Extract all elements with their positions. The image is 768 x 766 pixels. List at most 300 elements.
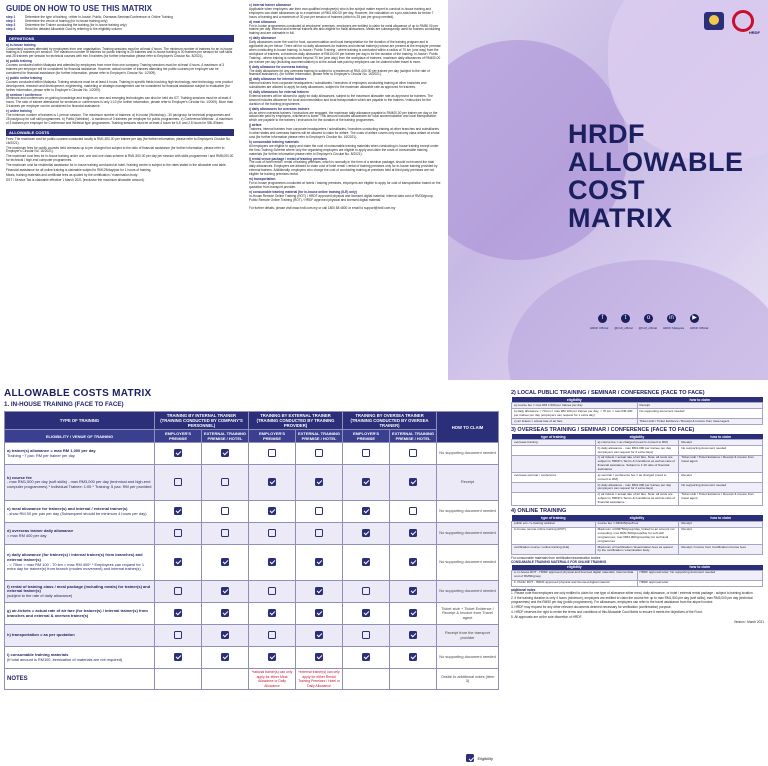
allowance-note <box>249 124 441 140</box>
eligibility-check-cell <box>155 545 202 581</box>
step-number: step 2 <box>6 18 16 23</box>
table-cell: Maximum of RM750/group/day, limited to an amount not exceeding: max RM1,500/group/day for soft skill programmes; max RM3,000/group/day for technical programmes <box>595 527 679 544</box>
local-public-table <box>511 397 763 425</box>
check-box-icon <box>409 507 417 515</box>
eligibility-check-cell <box>249 501 296 523</box>
eligibility-title: a) trainer(s) allowance = max RM 1,000 per day <box>7 447 96 453</box>
allowable-item: The maximum cost fees for in-house training under one, one and one class scheme is RM1,500.00 per day per session with skills programmes / and RM8,000.00 for technical / high-end computer programmes. <box>6 154 234 163</box>
step-row <box>6 28 234 32</box>
check-box-icon <box>315 449 323 457</box>
social-label: @hrdf_official <box>614 326 633 330</box>
cover-title <box>568 120 748 232</box>
eligibility-check-cell <box>296 443 343 465</box>
claim-cell: No supporting document needed <box>437 523 499 545</box>
cover-title-line: COST MATRIX <box>568 175 673 233</box>
table-header: type of training <box>512 515 596 521</box>
allowance-note-text: External trainers will be allowed to apply for daily allowances, subject to the maximum allowable rate as approved for trainees. The amount includes allowance for local accommodation and local transportation which are payable to the trainers / instructors for the duration of the training programmes. <box>249 93 433 106</box>
eligibility-title: b) course fee <box>7 474 32 480</box>
check-box-icon <box>315 558 323 566</box>
eligibility-check-cell <box>202 581 249 603</box>
eligibility-detail: - max RM1,500 per day (soft skills) - max RM3,000 per day (technical and high-end computer programmes) * Individual Trainee: 1:05 * Training: 5 pax: RM per provided <box>7 479 152 489</box>
check-box-icon <box>315 529 323 537</box>
allowance-note-text: Applicable when employers use their own qualified employee(s) who is the subject matter expert to conduct in-house training and employers can claim allowances up to a maximum of RM1,500.00 per day. However, the calculation on a pro-rata basis for below 7 hours of training and a maximum of 30 pax per session of trainees (which is 25 pax per group needed). <box>249 6 434 19</box>
in-house-matrix-table <box>4 411 499 690</box>
eligibility-title: d) overseas trainer daily allowance <box>7 527 74 533</box>
definition-item <box>6 44 234 60</box>
allowance-note-term: h) daily allowances for external trainers <box>249 90 309 95</box>
allowance-note-text: Trainees, internal trainers from corporate headquarters / subsidiaries / branches conducting training at other branches and subsidiaries in other states and overseas trainers will be allowed to claim for airfare. The costs of airfare covers only economy class airfare at a total cost (for further information please refer to Employer's Circular No. 16/2021). <box>249 127 440 139</box>
social-label: @hrdf_official <box>638 326 657 330</box>
overseas-table <box>511 434 763 506</box>
section-4-title: 4) ONLINE TRAINING <box>511 508 567 515</box>
table-row <box>512 570 763 580</box>
eligibility-cell <box>5 523 155 545</box>
eligibility-check-cell <box>249 647 296 669</box>
eligibility-check-cell <box>343 501 390 523</box>
notes-claim: Onsite to additional notes (item 3) <box>437 669 499 690</box>
eligibility-check-cell <box>202 647 249 669</box>
allowance-note <box>249 191 441 203</box>
table-row <box>5 443 499 465</box>
definition-text: Courses conducted within Malaysia and attended by employees from more than one company. Training sessions must be at least 4 hours. A maximum of 3 trainees per employer will be considered for financial assistance. However, actual number of trainees attending the public courses per employer can be considered for financial assistance (for further information, please refer to Employer's Circular No. 1/2009). <box>6 63 225 75</box>
claim-cell: Receipt from the transport provider <box>437 625 499 647</box>
eligibility-check-cell <box>249 545 296 581</box>
allowable-item: Meals, training materials and certificate fees as quoted by the certification / examination body. <box>6 173 138 177</box>
table-row <box>512 492 763 506</box>
step-number: step 1 <box>6 15 16 19</box>
check-box-icon <box>221 609 229 617</box>
table-cell: No supporting document needed <box>679 483 763 493</box>
step-number: step 3 <box>6 22 16 27</box>
check-box-icon <box>268 609 276 617</box>
header-venue: VENUE OF TRAINING <box>72 433 114 439</box>
check-box-icon <box>268 478 276 486</box>
claim-cell: No supporting document needed <box>437 443 499 465</box>
allowance-note-term: f) daily allowance for overseas training <box>249 64 308 69</box>
allowance-note <box>249 91 441 107</box>
table-cell: Maximum of Certification / Examination fees as quoted by the certification / examination body <box>595 544 679 554</box>
step-number: step 4 <box>6 26 16 31</box>
check-box-icon <box>268 529 276 537</box>
eligibility-title: e) daily allowance (for trainee(s) / internal trainer(s) from branches) and external trainer(s) <box>7 552 143 562</box>
claim-cell: No supporting document needed <box>437 545 499 581</box>
check-box-icon <box>174 478 182 486</box>
allowance-note-text: Daily allowances cover the cost for food, accommodation and local transportation for the duration of the training program and is applicable as per below: There will be no daily allowances for trainees and internal trainer(s) whose are present at the employer premise when conducting in-house training. In-house / Public Training - where training is conducted within a radius of 70 km (one way) from the workplace of trainees, a maximum daily allowance of RM100.00 per trainee per day is for the duration of the training. In-house / Public Training - where training is conducted beyond 70 km (one way) from the workplace of trainees, maximum daily allowances of RM400.00 per trainee per day (including accommodation) is at the actual rate paid by employers can be claimed when travel is more. <box>249 40 441 64</box>
eligibility-check-cell <box>343 581 390 603</box>
check-box-icon <box>409 609 417 617</box>
eligibility-check-cell <box>155 603 202 625</box>
eligibility-check-cell <box>343 625 390 647</box>
cover-title-line: HRDF <box>568 119 645 149</box>
claim-cell: No supporting document needed <box>437 581 499 603</box>
header-ext: EXTERNAL TRAINING PREMISE / HOTEL <box>202 430 249 443</box>
eligibility-title: f) rental of training class / meal package (including meals) for trainer(s) and external trainer(s) <box>7 583 151 594</box>
additional-note: 4. HRDF reserves the right to revise the terms and conditions of this Allowable Cost Matrix to ensure it meets the objectives of the Fund. <box>511 610 703 615</box>
definition-term: c) public online training <box>6 75 42 80</box>
note-cell <box>343 669 390 690</box>
table-cell: a) seminar / conference fee = as charged (need to convert to RM) <box>595 473 679 483</box>
legend-label: Eligibility <box>477 755 493 761</box>
header-eligibility-venue: ELIGIBILITY / VENUE OF TRAINING <box>5 430 155 443</box>
eligibility-cell <box>5 647 155 669</box>
allowable-item: The maximum fees for public courses held overseas up to per charged but subject to the ratio of financial assistance (for further information, please refer to Employer's Circular No. 16/2021). <box>6 145 225 154</box>
allowance-note-text: Internal trainers from corporate headquarters / subsidiaries / branches of employers conducting training at other branches and subsidiaries are allowed to apply for daily allowances, subject to the maximum allowable rate as approved for trainees. <box>249 81 427 90</box>
eligibility-detail: Training ~7 pax: RM per trainer per day <box>7 452 75 458</box>
allowable-costs-bar: ALLOWABLE COSTS <box>6 129 234 136</box>
claim-cell: Ticket stub + Ticket Evidence / Receipt & Invoice from Travel agent <box>437 603 499 625</box>
table-cell: public ecc / e-training webinar <box>512 521 596 527</box>
allowance-note <box>249 178 441 190</box>
definition-text: The minimum number of trainees is 1 person session. The maximum number of trainees: a) In-house (Workshop) - 30 pax/group for technical programmes and 25 pax/group for soft skill programmes. b) Public (Webinar) - A maximum of 3 trainees per employer for public programmes. c) Conference/Webinar - A maximum of 3 trainees per employer for Conference and Webinar type programmes. Training sessions must be at least 4 hours for ILE and 2.5 hours for SBL/Elearn. <box>6 113 233 125</box>
eligibility-check-cell <box>390 647 437 669</box>
eligibility-check-cell <box>202 501 249 523</box>
twitter-icon[interactable]: t <box>621 314 630 323</box>
eligibility-check-cell <box>155 465 202 501</box>
allowance-note-text: All employers are eligible to apply and claim the cost of consumable training materials when conducting in-house training except under the Ilmu Training Scheme where only the organising employers are eligible to apply and claim the costs of consumable training materials (for further information please refer to Employer's Circular No. 8/2021). <box>249 143 439 156</box>
section-3-title: 3) OVERSEAS TRAINING / SEMINAR / CONFERENCE (FACE TO FACE) <box>511 426 695 433</box>
allowance-note <box>249 204 441 212</box>
matrix-panel <box>0 385 503 766</box>
eligibility-check-cell <box>155 523 202 545</box>
cover-panel <box>448 0 768 380</box>
eligibility-check-cell <box>296 465 343 501</box>
hrdf-logo-label: HRDF <box>748 30 760 35</box>
check-box-icon <box>174 653 182 661</box>
step-text: Determine the venue of training (for in-house training only) <box>25 18 108 23</box>
allowance-note-text: For further details, please visit www.hrdf.com.my or call 1800 88 4800 or email to support@hrdf.com.my <box>249 206 396 211</box>
allowance-note-text: The cost of hotel rental / rental of training premises, which is normally in the form of a seminar package, should not exceed the total daily allowances. Employers are allowed to claim cost of hotel rental / rental of training premises only for in-house training provided by external trainers. Additionally, employers who charge the cost of conducting training at premises held at third party premises are not eligible for training premises rental. <box>249 160 438 177</box>
eligibility-check-cell <box>390 465 437 501</box>
check-box-icon <box>221 449 229 457</box>
eligibility-check-cell <box>390 625 437 647</box>
check-box-icon <box>409 529 417 537</box>
eligibility-check-cell <box>296 545 343 581</box>
header-internal: TRAINING BY INTERNAL TRAINER (TRAINING CONDUCTED BY COMPANY'S PERSONNEL) <box>155 412 249 430</box>
eligibility-check-cell <box>390 443 437 465</box>
check-box-icon <box>174 631 182 639</box>
check-box-icon <box>221 507 229 515</box>
allowance-note <box>249 158 441 178</box>
check-box-icon <box>362 653 370 661</box>
eligibility-check-cell <box>249 443 296 465</box>
section-5-title: CONSUMABLE TRAINING MATERIALS FOR ONLINE TRAINING <box>511 559 607 564</box>
table-row <box>512 455 763 472</box>
check-box-icon <box>315 478 323 486</box>
notes-label: NOTES <box>5 669 155 690</box>
definition-text: Courses conducted within Malaysia. Training sessions must be at least 4 hours. Training in specific fields involving high technology, new technology, new product development, research and development, engineering, marketing or strategic management can be considered for financial assistance subject to evaluation (for further information, please refer to Employer's Circular No. 1/2009). <box>6 79 233 92</box>
online-note: For consumable materials from certification/examination bodies <box>511 555 601 560</box>
table-header: how to claim <box>637 565 763 571</box>
allowance-note-text: In-House Remote Online Training (ROT) / HRDF approved physical and licensed digital material; Internal data cost of RM30/group; Public Remote Online Training (ROT) / HRDF approved physical and licensed digital material. <box>249 193 434 202</box>
check-box-icon <box>221 587 229 595</box>
social-label: HRDF Official <box>689 326 709 330</box>
legend <box>466 754 493 762</box>
allowance-note <box>249 141 441 157</box>
check-box-icon <box>268 449 276 457</box>
table-cell: overseas training <box>512 440 596 446</box>
table-cell: in-house remote online training (ROT) <box>512 527 596 544</box>
check-box-icon <box>221 478 229 486</box>
table-row <box>512 483 763 493</box>
check-box-icon <box>315 609 323 617</box>
check-box-icon <box>409 558 417 566</box>
definition-item <box>6 94 234 110</box>
eligibility-cell <box>5 545 155 581</box>
eligibility-title: c) meal allowance for trainee(s) and internal / external trainer(s) <box>7 505 128 511</box>
table-cell <box>512 446 596 456</box>
table-cell: Receipt / Invoice from Certification Course fees <box>679 544 763 554</box>
steps-list <box>6 16 234 32</box>
check-box-icon <box>268 558 276 566</box>
eligibility-check-cell <box>249 581 296 603</box>
table-header: eligibility <box>512 565 638 571</box>
note-cell: *rational trainer(s) can only apply for either Meal Allowance or Daily Allowance <box>249 669 296 690</box>
table-cell: HRDF approval letter <box>637 580 763 586</box>
section-title: 1. IN-HOUSE TRAINING (FACE TO FACE) <box>4 401 124 408</box>
allowance-note <box>249 21 441 37</box>
table-cell: certification course / online training (ILE) <box>512 544 596 554</box>
check-box-icon <box>174 507 182 515</box>
allowance-notes-panel <box>245 0 445 380</box>
definition-term: a) in-house training <box>6 42 36 47</box>
allowance-note-term: n) consumable training material (for in-house online training (ILE) only) <box>249 189 357 194</box>
check-box-icon <box>174 529 182 537</box>
allowance-note <box>249 78 441 90</box>
allowance-note-text: The daily allowances for any overseas training is subject to a maximum of RM1,000.00 per trainee per day (subject to the rate of financial assistance). (for further information, please refer to Employer's Circular No. 16/2021). <box>249 68 430 77</box>
table-cell: Receipt <box>679 521 763 527</box>
table-cell: a) course fee = max RM 1,500 per trainee per day <box>512 403 638 409</box>
eligibility-title: h) transportation = as per quotation <box>7 632 75 638</box>
step-text: Determine the type of training : either In-house, Public, Overseas Seminar/Conference or Online Training <box>25 15 173 19</box>
social-label: HRDF Malaysia <box>662 326 684 330</box>
allowance-note <box>249 108 441 124</box>
step-text: Read the detailed Allowable Cost by referring to the eligibility column <box>25 26 122 31</box>
table-cell: Receipt <box>679 440 763 446</box>
table-row <box>512 473 763 483</box>
eligibility-cell <box>5 625 155 647</box>
claim-cell: No supporting document needed <box>437 647 499 669</box>
eligibility-check-cell <box>296 581 343 603</box>
definitions-bar: DEFINITIONS <box>6 35 234 42</box>
check-box-icon <box>409 653 417 661</box>
definition-item <box>6 77 234 93</box>
definition-item <box>6 110 234 126</box>
check-box-icon <box>268 507 276 515</box>
eligibility-check-cell <box>202 523 249 545</box>
allowance-note-term: l) rental venue package / rental of training premises <box>249 156 327 161</box>
social-labels <box>590 326 708 330</box>
table-cell: b. Public ROT - HRDF approved physical and licensed digital material <box>512 580 638 586</box>
definition-text: Customised courses attended by employees from one organisation. Training sessions must be at least 4 hours. The minimum number of trainees for an in-house training is 5 trainees per session. The maximum number of trainees for public training is 25 trainees and in-house training is 30 trainees per session for soft skills and 25 trainees per session for technical courses with min 5 trainees (for further information please refer to Employer's Circular No. 8/2021). <box>6 46 233 59</box>
allowance-note-term: m) transportation <box>249 177 276 182</box>
eligibility-cell <box>5 581 155 603</box>
eligibility-check-cell <box>202 443 249 465</box>
header-oversea: TRAINING BY OVERSEA TRAINER (TRAINING CONDUCTED BY OVERSEA TRAINER) <box>343 412 437 430</box>
check-box-icon <box>409 478 417 486</box>
step-text: Determine the Trainer conducting the training (for in-house training only) <box>25 22 127 27</box>
eligibility-check-cell <box>249 603 296 625</box>
table-header: how to claim <box>637 397 763 403</box>
table-row <box>5 647 499 669</box>
logo-group <box>704 10 754 32</box>
table-row <box>512 580 763 586</box>
check-box-icon <box>315 631 323 639</box>
header-ext: EXTERNAL TRAINING PREMISE / HOTEL <box>296 430 343 443</box>
eligibility-check-cell <box>390 501 437 523</box>
check-box-icon <box>315 587 323 595</box>
table-cell: Receipt <box>679 527 763 544</box>
table-cell <box>512 483 596 493</box>
eligibility-check-cell <box>343 465 390 501</box>
allowance-note-text: For in-house programmes conducted at hotels / training premises, employers are eligible to apply for cost of transportation based on the quotation from transport provider. <box>249 180 441 189</box>
check-box-icon <box>174 609 182 617</box>
table-header: how to claim <box>679 434 763 440</box>
definition-term: b) public training <box>6 59 32 64</box>
note-cell <box>390 669 437 690</box>
facebook-icon[interactable]: f <box>598 314 607 323</box>
consumable-table <box>511 565 763 587</box>
table-row <box>512 409 763 419</box>
additional-note: 3. HRDF may request for any other relevant documents deemed necessary for verification (confirmation) purpose. <box>511 605 672 610</box>
table-row <box>512 446 763 456</box>
table-cell: course fee = RM125/pax/hour <box>595 521 679 527</box>
eligibility-check-cell <box>390 603 437 625</box>
eligibility-check-cell <box>202 545 249 581</box>
eligibility-check-cell <box>343 443 390 465</box>
social-icons <box>598 314 699 323</box>
table-row <box>5 603 499 625</box>
table-cell: b) daily allowance - max RM1,000 per trainee per day (employers can request for 2 extra days) <box>595 446 679 456</box>
allowance-note-text: For in-house programmes conducted at employers' premises, employers are entitled to claim for meal allowance of up to RM50.00 per trainee per day. Internal and external trainers are also eligible for meal allowances. Meals are subsequently used for trainers conducting training and are claimable in full. <box>249 23 441 36</box>
allowance-note <box>249 66 441 78</box>
table-cell <box>512 492 596 506</box>
eligibility-check-cell <box>202 465 249 501</box>
check-box-icon <box>362 587 370 595</box>
eligibility-detail: (subject to the rate of daily allowance) <box>7 592 73 598</box>
allowance-note <box>249 37 441 64</box>
check-box-icon <box>362 631 370 639</box>
table-row <box>5 581 499 603</box>
table-cell <box>512 455 596 472</box>
allowance-note-term: j) airfare <box>249 123 262 128</box>
allowable-item: Financial assistance for all online training is claimable subject to RM125/day/pax for 1 hours of training. <box>6 168 152 173</box>
note-cell: *external trainer(s) can only apply for either Rental Training Premises / Hotel or Daily Allowance <box>296 669 343 690</box>
eligibility-check-cell <box>155 581 202 603</box>
eligibility-check-cell <box>296 523 343 545</box>
eligibility-detail: (If total amount is RM100, itemization of materials are not required) <box>7 656 123 662</box>
table-cell: Ticket stub / Ticket Evidence / Receipt & invoice from travel agent <box>679 492 763 506</box>
table-row <box>5 501 499 523</box>
table-header: eligibility <box>595 434 679 440</box>
check-box-icon <box>362 449 370 457</box>
allowance-note-term: e) daily allowance <box>249 36 277 41</box>
eligibility-check-cell <box>249 625 296 647</box>
check-box-icon <box>174 558 182 566</box>
eligibility-title: g) air-tickets = actual rate of air fare (for trainee(s) / internal trainer(s) from branches and external & oversea trainer(s) <box>7 607 148 618</box>
table-cell: b) daily allowance < 70 km = max RM 100 per trainee per day; > 70 km = max RM 400 per trainee per day (employers can request for 1 extra day) <box>512 409 638 419</box>
table-row <box>512 418 763 424</box>
allowance-note-text: As an when overseas trainers / instructors are engaged, the maximum daily allowance payable is RM400.00 per trainer per day or the actual rate paid by employers, whichever is lower. This amount includes allowances for local accommodation and local transportation which are payable to the trainers / instructors for the duration of the training programmes. <box>249 110 438 123</box>
table-cell: Receipt <box>637 403 763 409</box>
header-emp: EMPLOYER'S PREMISE <box>343 430 390 443</box>
eligibility-check-cell <box>202 603 249 625</box>
eligibility-detail: - show RM 50 per pax per day (Subsequent should be minimum 4 hours per day) <box>7 510 147 516</box>
table-header: eligibility <box>595 515 679 521</box>
table-row <box>512 544 763 554</box>
check-box-icon <box>409 587 417 595</box>
check-box-icon <box>409 449 417 457</box>
allowance-note-term: c) internal trainer allowance <box>249 3 292 7</box>
instagram-icon[interactable]: o <box>644 314 653 323</box>
eligibility-check-cell <box>390 581 437 603</box>
check-box-icon <box>362 478 370 486</box>
check-box-icon <box>268 631 276 639</box>
eligibility-check-cell <box>155 625 202 647</box>
table-header: how to claim <box>679 515 763 521</box>
check-box-icon <box>221 653 229 661</box>
eligibility-check-cell <box>390 545 437 581</box>
table-row <box>512 527 763 544</box>
version-label: Version : March 2021 <box>733 619 764 624</box>
additional-note: 5. All approvals are at the sole discretion of HRDF. <box>511 614 583 619</box>
table-cell: No supporting document needed <box>679 446 763 456</box>
table-cell: HRDF approval letter; No supporting document needed <box>637 570 763 580</box>
eligibility-check-cell <box>343 603 390 625</box>
eligibility-cell <box>5 603 155 625</box>
cover-title-line: ALLOWABLE <box>568 147 744 177</box>
eligibility-check-cell <box>249 465 296 501</box>
check-box-icon <box>268 587 276 595</box>
allowable-item: SST / Service Tax is claimable effective 1 March 2021 (exclusive the maximum allowable amount). <box>6 177 145 182</box>
table-cell: b) daily allowance - max RM1,000 per trainee per day (employers can request for 2 extra days) <box>595 483 679 493</box>
header-emp: EMPLOYER'S PREMISE <box>155 430 202 443</box>
linkedin-icon[interactable]: in <box>667 314 676 323</box>
youtube-icon[interactable]: ▶ <box>690 314 699 323</box>
definition-term: d) seminar / conference <box>6 92 42 97</box>
check-box-icon <box>362 558 370 566</box>
eligibility-detail: = max RM 400 per day <box>7 532 47 538</box>
check-box-icon <box>362 609 370 617</box>
allowance-note-term: d) meal allowance <box>249 19 277 24</box>
additional-notes <box>511 592 764 619</box>
allowance-note-term: i) daily allowances for overseas trainers <box>249 106 310 111</box>
check-box-icon <box>466 754 474 762</box>
check-box-icon <box>221 631 229 639</box>
eligibility-check-cell <box>343 545 390 581</box>
table-cell: c) air tickets = actual rate of air fare <box>512 418 638 424</box>
eligibility-cell <box>5 465 155 501</box>
table-header: eligibility <box>512 397 638 403</box>
table-row <box>5 465 499 501</box>
allowable-item: The maximum cost for residential assistance for in-house training conducted at hotel / training centre is subject to the rates stated in the allowable cost table. <box>6 163 227 168</box>
guide-panel <box>0 0 240 380</box>
check-box-icon <box>221 529 229 537</box>
check-box-icon <box>315 653 323 661</box>
table-cell: Ticket stub / Ticket Evidence / Receipt & invoice from travel agent <box>679 455 763 472</box>
eligibility-check-cell <box>155 647 202 669</box>
additional-note: 2. If the training duration is only 4 hours (minimum), employers are entitled to claim the course fee up to max RM1,500 per day (soft skills); max RM3,000 per day (technical programmes) and the RM50 per day (public programmes). For allowances, employers can refer to the travel assistance from the airport invoice. <box>511 596 753 605</box>
table-cell: Ticket stub / Ticket Evidence / Receipt & invoice from travel agent <box>637 418 763 424</box>
eligibility-check-cell <box>202 625 249 647</box>
section-2-title: 2) LOCAL PUBLIC TRAINING / SEMINAR / CONFERENCE (FACE TO FACE) <box>511 390 705 396</box>
table-row <box>5 523 499 545</box>
eligibility-title: i) consumable training materials <box>7 651 69 657</box>
definition-term: e) online training <box>6 109 32 114</box>
allowance-note <box>249 4 441 20</box>
eligibility-check-cell <box>296 603 343 625</box>
eligibility-check-cell <box>296 625 343 647</box>
claim-cell: Receipt <box>437 465 499 501</box>
